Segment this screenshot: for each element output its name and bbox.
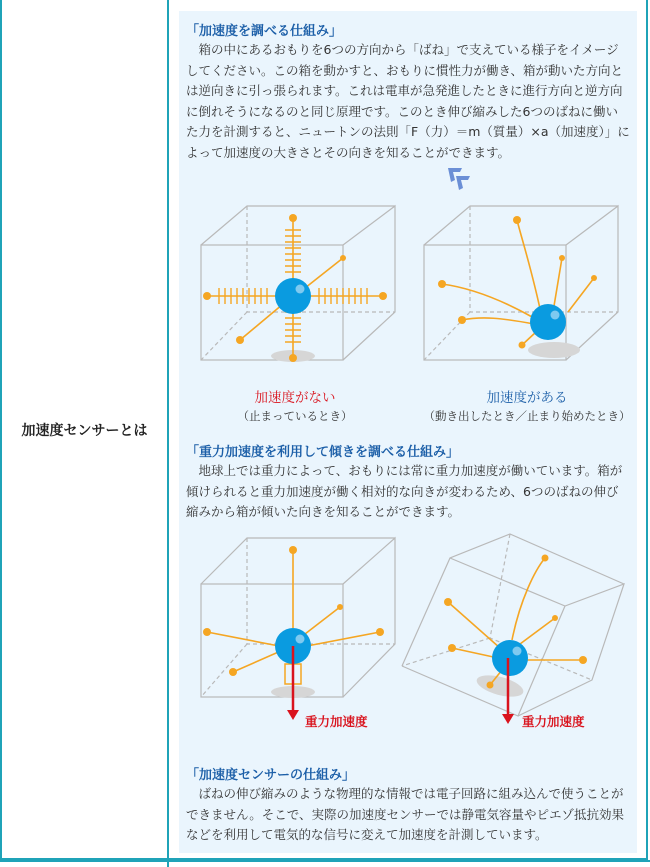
section-body-sensor-mechanism: ばねの伸び縮みのような物理的な情報では電子回路に組み込んで使うことができません。そこで、実際の加速度センサーでは静電気容量やピエゾ抵抗効果などを利用して電気的な信号に変えて加速度を計測しています。	[186, 786, 625, 843]
gravity-label-upright: 重力加速度	[305, 714, 368, 729]
section-body-tilt-mechanism: 地球上では重力によって、おもりには常に重力加速度が働いています。箱が傾けられると重力加速度が働く相対的な向きが変わるため、6つのばねの伸び縮みから箱が傾いた向きを知ることができます。	[186, 463, 623, 520]
section-title-accel-mechanism: 「加速度を調べる仕組み」	[186, 24, 343, 39]
section-title-tilt-mechanism: 「重力加速度を利用して傾きを調べる仕組み」	[186, 445, 460, 460]
caption-with-acceleration	[422, 386, 632, 424]
caption-no-acceleration-sub: （止まっているとき）	[237, 409, 353, 423]
caption-no-acceleration-main: 加速度がない	[254, 390, 336, 406]
caption-with-acceleration-sub: （動き出したとき／止まり始めたとき）	[423, 409, 631, 423]
section-title-sensor-mechanism: 「加速度センサーの仕組み」	[186, 768, 356, 783]
double-chevron-up-left-icon	[446, 166, 476, 194]
caption-with-acceleration-main: 加速度がある	[486, 390, 568, 406]
figure-no-acceleration	[195, 200, 395, 380]
section-body-accel-mechanism: 箱の中にあるおもりを6つの方向から「ばね」で支えている様子をイメージしてください。この箱を動かすと、おもりに慣性力が働き、箱が動いた方向とは逆向きに引っ張られます。これは電車が急発進したときに進行方向と逆方向に倒れそうになるのと同じ原理です。このとき伸び縮みした6つのばねに働いた力を計測すると、ニュートンの法則「F（力）＝m（質量）×a（加速度）」によって加速度の大きさとその向きを知ることができます。	[186, 42, 630, 160]
column-divider	[167, 0, 169, 867]
row-header-label: 加速度センサーとは	[21, 423, 148, 439]
row-separator	[0, 860, 650, 862]
figure-with-acceleration	[422, 200, 622, 380]
figure-gravity-upright	[195, 532, 395, 722]
gravity-label-tilted: 重力加速度	[522, 714, 585, 729]
figure-gravity-tilted	[400, 520, 630, 730]
row-header-cell	[2, 0, 167, 860]
caption-no-acceleration	[195, 386, 395, 424]
